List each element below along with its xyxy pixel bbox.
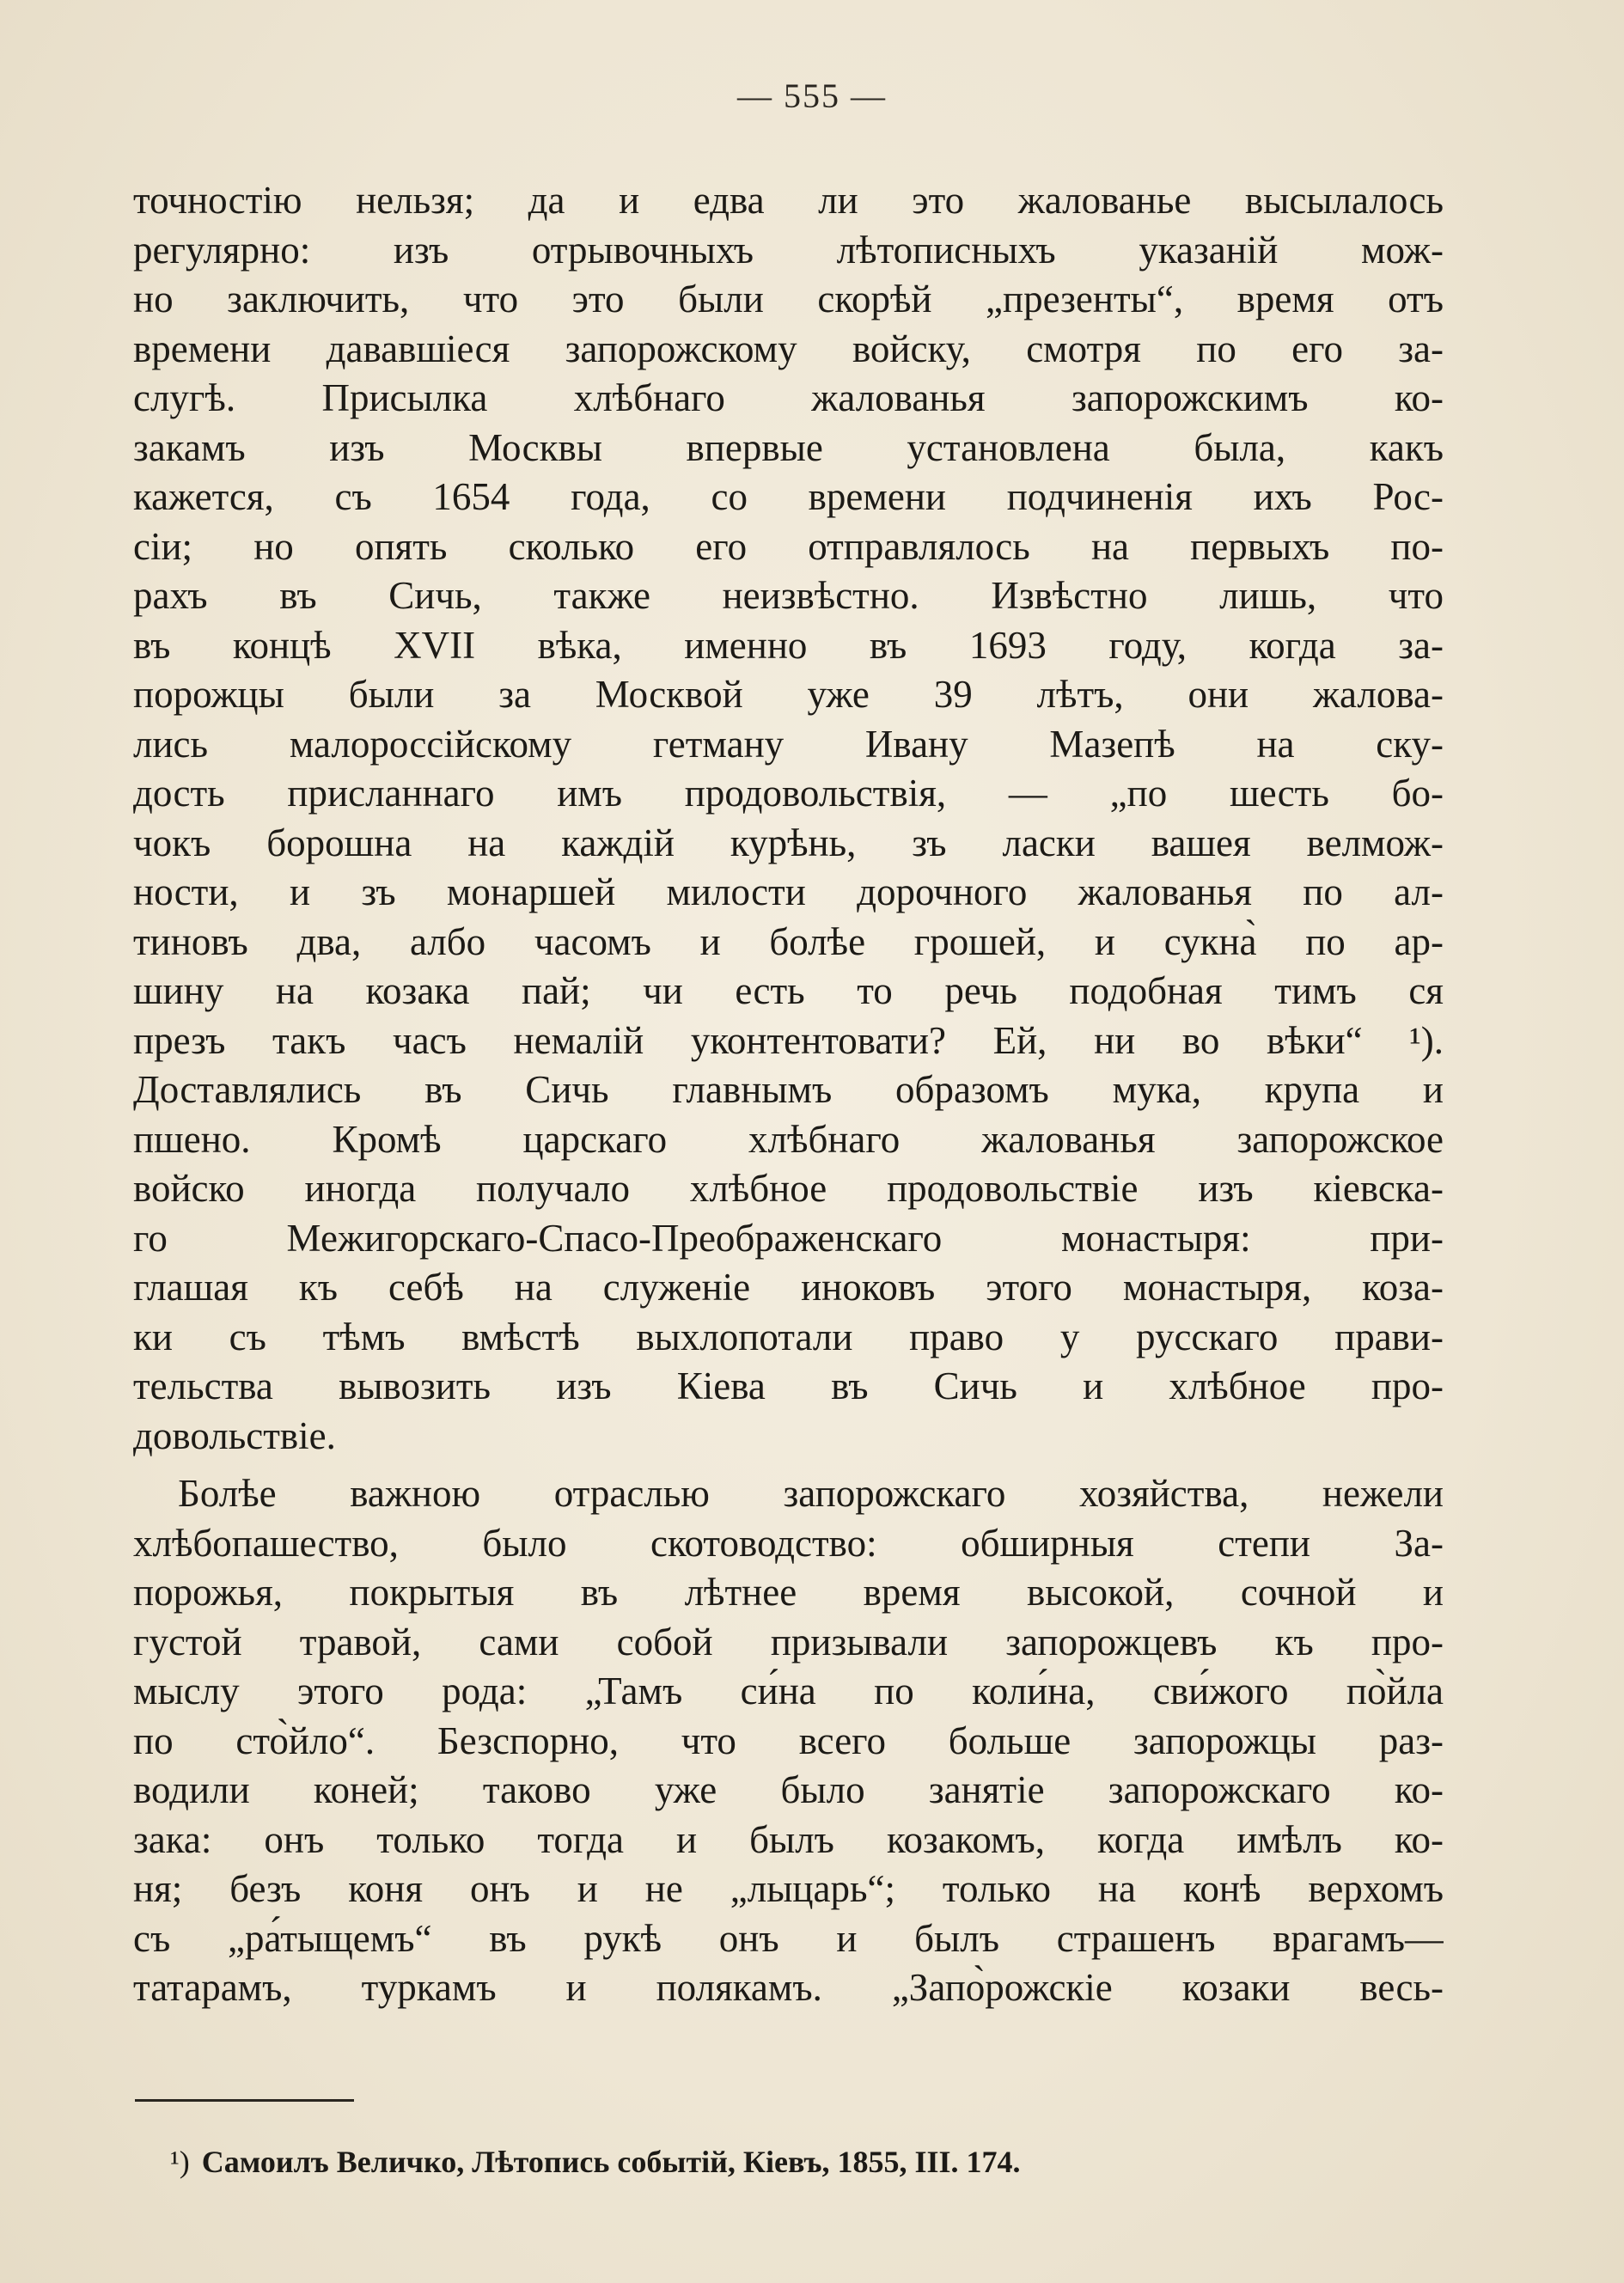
paragraph-first-line: Болѣе важною отраслью запорожскаго хозяйства, нежели bbox=[178, 1472, 1444, 1515]
text-line: лись малороссійскому гетману Ивану Мазепѣ на ску- bbox=[133, 722, 1444, 766]
text-line: тиновъ два, албо часомъ и болѣе грошей, и сукна̀ по ар- bbox=[133, 919, 1444, 963]
text-line: тельства вывозить изъ Кіева въ Сичь и хлѣбное про- bbox=[133, 1364, 1444, 1407]
text-line: по сто̀йло“. Безспорно, что всего больше запорожцы раз- bbox=[133, 1718, 1444, 1762]
text-line: шину на козака пай; чи есть то речь подобная тимъ ся bbox=[133, 969, 1444, 1012]
text-line: но заключить, что это были скорѣй „презенты“, время отъ bbox=[133, 278, 1444, 320]
text-line: Доставлялись въ Сичь главнымъ образомъ мука, крупа и bbox=[133, 1068, 1444, 1111]
text-line: водили коней; таково уже было занятіе запорожскаго ко- bbox=[133, 1768, 1444, 1811]
text-line: дость присланнаго имъ продовольствія, — „по шесть бо- bbox=[133, 772, 1444, 815]
text-line: въ концѣ XVII вѣка, именно въ 1693 году, когда за- bbox=[133, 623, 1444, 667]
text-line: го Межигорскаго-Спасо-Преображенскаго монастыря: при- bbox=[133, 1216, 1444, 1260]
text-line: войско иногда получало хлѣбное продовольствіе изъ кіевска- bbox=[133, 1167, 1444, 1210]
text-line: мыслу этого рода: „Тамъ си́на по коли́на, сви́жого по̀йла bbox=[133, 1670, 1444, 1712]
text-line: густой травой, сами собой призывали запорожцевъ къ про- bbox=[133, 1620, 1444, 1663]
text-line: чокъ борошна на каждій курѣнь, зъ ласки вашея велмож- bbox=[133, 821, 1444, 864]
text-line: ности, и зъ монаршей милости дорочного жалованья по ал- bbox=[133, 870, 1444, 913]
footnote-text: Самоилъ Величко, Лѣтопись событій, Кіевъ, 1855, III. 174. bbox=[201, 2145, 1021, 2179]
text-line: зака: онъ только тогда и былъ козакомъ, когда имѣлъ ко- bbox=[133, 1817, 1444, 1861]
text-line: закамъ изъ Москвы впервые установлена была, какъ bbox=[133, 425, 1444, 469]
text-line: порожья, покрытыя въ лѣтнее время высокой, сочной и bbox=[133, 1571, 1444, 1614]
text-line: глашая къ себѣ на служеніе иноковъ этого монастыря, коза- bbox=[133, 1266, 1444, 1309]
text-line: ки съ тѣмъ вмѣстѣ выхлопотали право у русскаго прави- bbox=[133, 1315, 1444, 1358]
paragraph-gap bbox=[133, 1461, 1444, 1469]
body-text bbox=[133, 176, 1444, 2013]
text-line: порожцы были за Москвой уже 39 лѣтъ, они жалова- bbox=[133, 673, 1444, 716]
text-line: слугѣ. Присылка хлѣбнаго жалованья запорожскимъ ко- bbox=[133, 376, 1444, 419]
footnote-marker: ¹) bbox=[170, 2145, 190, 2179]
text-line: ня; безъ коня онъ и не „лыцарь“; только на конѣ верхомъ bbox=[133, 1867, 1444, 1910]
page-number: — 555 — bbox=[737, 76, 887, 115]
text-line: довольствіе. bbox=[133, 1413, 336, 1457]
text-line: съ „ра́тыщемъ“ въ рукѣ онъ и былъ страшенъ врагамъ— bbox=[133, 1916, 1444, 1960]
text-line: хлѣбопашество, было скотоводство: обширныя степи За- bbox=[133, 1521, 1444, 1565]
text-line: татарамъ, туркамъ и полякамъ. „Запо̀рожскіе козаки весь- bbox=[133, 1966, 1444, 2009]
text-line: кажется, съ 1654 года, со времени подчиненія ихъ Рос- bbox=[133, 475, 1444, 518]
footnote bbox=[170, 2144, 1021, 2180]
text-line: сіи; но опять сколько его отправлялось на первыхъ по- bbox=[133, 524, 1444, 568]
text-line: рахъ въ Сичь, также неизвѣстно. Извѣстно лишь, что bbox=[133, 574, 1444, 617]
text-line: времени дававшіеся запорожскому войску, смотря по его за- bbox=[133, 327, 1444, 370]
text-line: регулярно: изъ отрывочныхъ лѣтописныхъ указаній мож- bbox=[133, 228, 1444, 272]
text-line: точностію нельзя; да и едва ли это жалованье высылалось bbox=[133, 179, 1444, 222]
text-line: презъ такъ часъ немалій уконтентовати? Ей, ни во вѣки“ ¹). bbox=[133, 1018, 1444, 1062]
footnote-divider bbox=[135, 2099, 354, 2102]
text-line: пшено. Кромѣ царскаго хлѣбнаго жалованья запорожское bbox=[133, 1117, 1444, 1161]
